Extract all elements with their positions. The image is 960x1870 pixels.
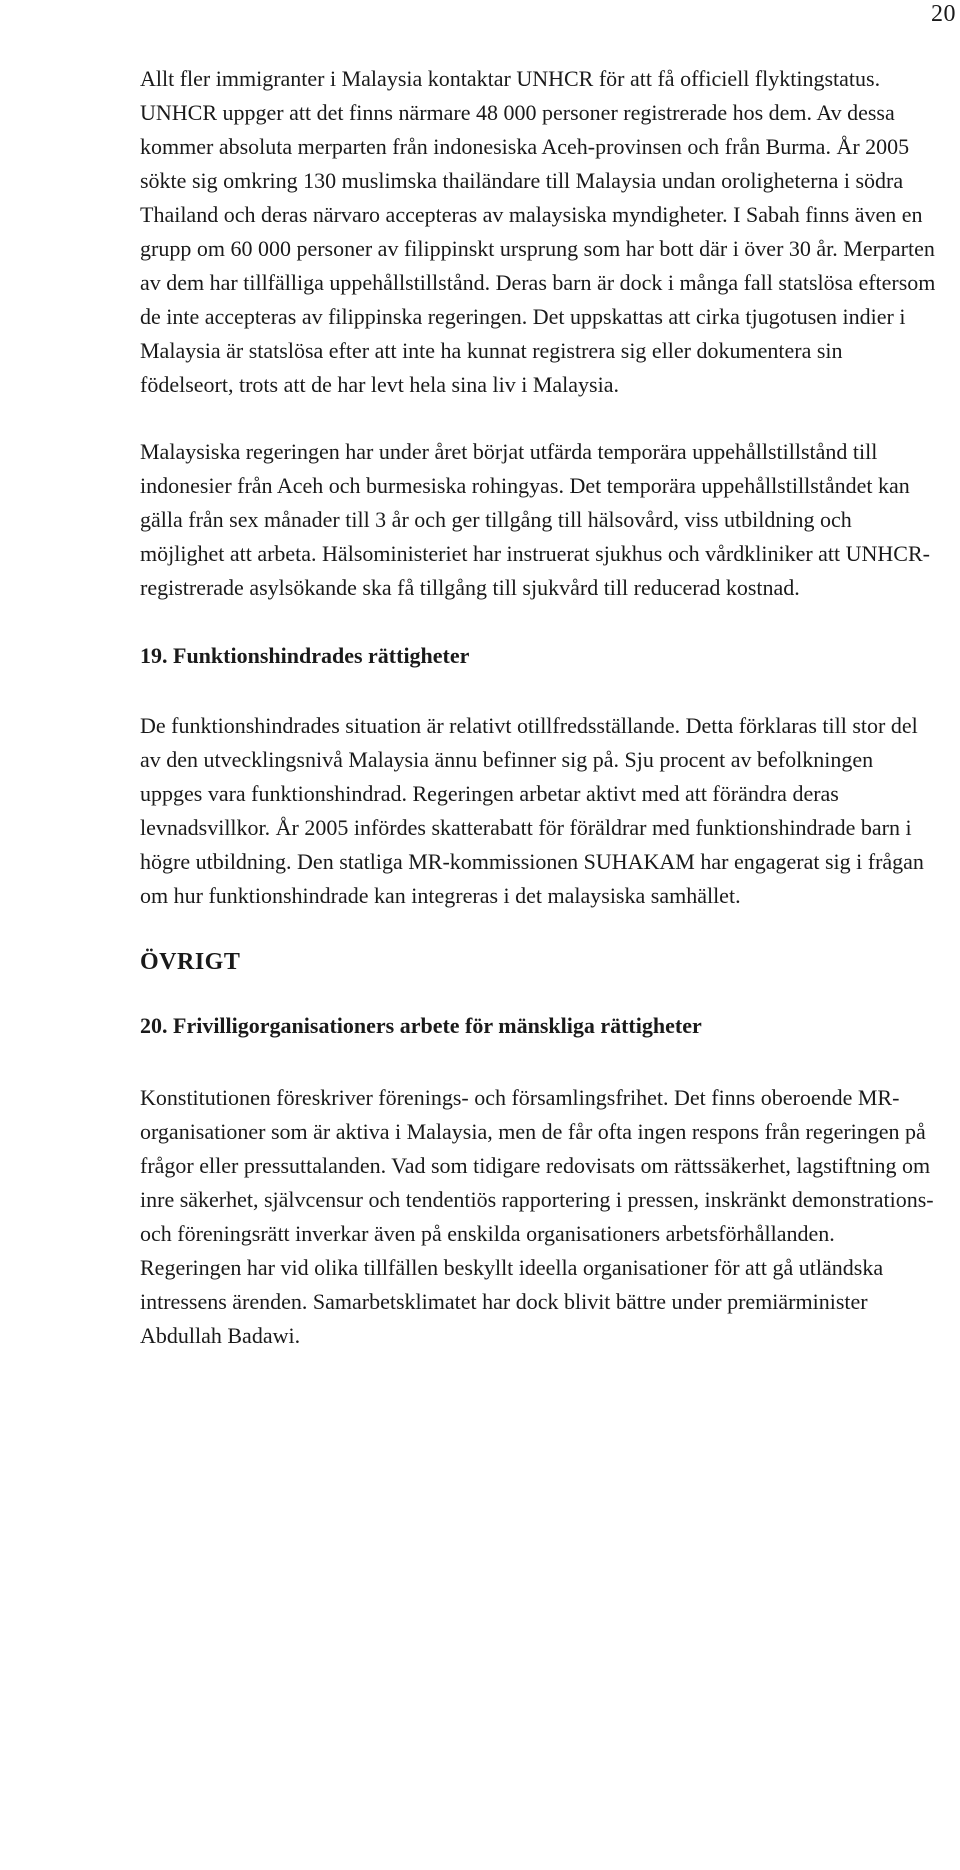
- heading-section-20: 20. Frivilligorganisationers arbete för mänskliga rättigheter: [140, 1013, 702, 1038]
- paragraph-spacer: [140, 979, 940, 1009]
- paragraph-ngo-work: Konstitutionen föreskriver förenings- och församlingsfrihet. Det finns oberoende MR-organisationer som är aktiva i Malaysia, men de får ofta ingen respons från regeringen på frågor eller pressuttalanden. Vad som tidigare redovisats om rättssäkerhet, lagstiftning om inre säkerhet, självcensur och tendentiös rapportering i pressen, inskränkt demonstrations- och föreningsrätt inverkar även på enskilda organisationers arbetsförhållanden. Regeringen har vid olika tillfällen beskyllt ideella organisationer för att gå utländska intressens ärenden. Samarbetsklimatet har dock blivit bättre under premiärminister Abdullah Badawi.: [140, 1085, 934, 1348]
- paragraph-refugees: Allt fler immigranter i Malaysia kontaktar UNHCR för att få officiell flyktingstatus. UNHCR uppger att det finns närmare 48 000 personer registrerade hos dem. Av dessa kommer absoluta merparten från indonesiska Aceh-provinsen och från Burma. År 2005 sökte sig omkring 130 muslimska thailändare till Malaysia undan oroligheterna i södra Thailand och deras närvaro accepteras av malaysiska myndigheter. I Sabah finns även en grupp om 60 000 personer av filippinskt ursprung som har bott där i över 30 år. Merparten av dem har tillfälliga uppehållstillstånd. Deras barn är dock i många fall statslösa eftersom de inte accepteras av filippinska regeringen. Det uppskattas att cirka tjugotusen indier i Malaysia är statslösa efter att inte ha kunnat registrera sig eller dokumentera sin födelseort, trots att de har levt hela sina liv i Malaysia.: [140, 66, 936, 397]
- page-number: 20: [931, 1, 956, 27]
- paragraph-spacer: [140, 673, 940, 709]
- document-body: [140, 62, 940, 1353]
- paragraph-spacer: [140, 1043, 940, 1081]
- heading-ovrigt: ÖVRIGT: [140, 949, 241, 975]
- paragraph-temporary-permits: Malaysiska regeringen har under året börjat utfärda temporära uppehållstillstånd till indonesier från Aceh och burmesiska rohingyas. Det temporära uppehållstillståndet kan gälla från sex månader till 3 år och ger tillgång till hälsovård, viss utbildning och möjlighet att arbeta. Hälsoministeriet har instruerat sjukhus och vårdkliniker att UNHCR-registrerade asylsökande ska få tillgång till sjukvård till reducerad kostnad.: [140, 439, 930, 600]
- paragraph-spacer: [140, 913, 940, 945]
- paragraph-spacer: [140, 402, 940, 435]
- paragraph-disability-rights: De funktionshindrades situation är relativt otillfredsställande. Detta förklaras till stor del av den utvecklingsnivå Malaysia ännu befinner sig på. Sju procent av befolkningen uppges vara funktionshindrad. Regeringen arbetar aktivt med att förändra deras levnadsvillkor. År 2005 infördes skatterabatt för föräldrar med funktionshindrade barn i högre utbildning. Den statliga MR-kommissionen SUHAKAM har engagerat sig i frågan om hur funktionshindrade kan integreras i det malaysiska samhället.: [140, 713, 924, 908]
- paragraph-spacer: [140, 605, 940, 639]
- heading-section-19: 19. Funktionshindrades rättigheter: [140, 643, 470, 668]
